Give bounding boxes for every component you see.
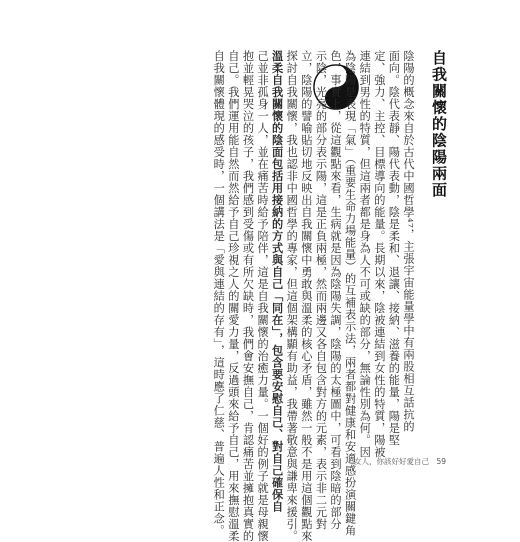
text-line-12: 抱並輕晃哭泣的孩子，我們感到受傷或有所欠缺時，我們會安撫自己，肯認痛苦並擁抱真實的 — [241, 50, 255, 542]
text-line-8: 立，陰陽的譬喻貼切地反映出自我關懷中勇敢與溫柔的核心矛盾，雖然一般不是用這個觀點來 — [299, 50, 313, 542]
page-footer: 女人，你該好好愛自己 59 — [353, 457, 446, 466]
text-line-7: 示陰，光亮的部分表示陽，這是正負兩極，然而兩邊又各自包含對方的元素，表示非二元對 — [314, 50, 328, 530]
text-line-11: 己並非孤身一人，並在痛苦時給予陪伴，這是自我關懷的治癒力量。一個好的例子就是母親懷 — [256, 50, 270, 542]
text-line-4: 連結到男性的特質，但這兩者都是身為人不可或缺的部分，無論性別為何。因 — [358, 50, 372, 458]
text-line-5: 為陰陽是表現「氣」（重要生命力場能量）的互補表示法，兩者都對健康和安適感扮演關鍵角 — [343, 50, 357, 537]
text-line-6: 色，事實上，從這觀點來看，生病就是因為陰陽失調，陰陽的太極圖中，可看到陰暗的部分 — [329, 50, 343, 530]
section-title: 自我關懷的陰陽兩面 — [430, 50, 448, 199]
text-line-1: 陰陽的概念來自於古代中國哲學⁴⁷，主張宇宙能量學中有兩股相互話抗的 — [402, 50, 415, 433]
title-spacer — [414, 50, 422, 432]
text-line-9: 探討自我關懷，我也認非中國哲學的專家，但這個架構顯有助益，我帶著敬意與謙卑來援引。 — [285, 50, 299, 542]
text-line-2: 面向。陰代表靜、陽代表動，陰是柔和、退讓、接納、滋養的能量，陽是堅 — [387, 50, 401, 446]
text-line-10: 溫柔自我關懷的陰面包括用接納的方式與自己「同在」，包含要安慰自己、對自己確保自 — [270, 50, 284, 513]
text-line-3: 定、強力、主控、目標導向的能量。長期以來，陰被連結到女性的特質，陽被 — [372, 50, 386, 458]
text-line-14: 自我關懷體現的感受時，一個講法是「愛與連結的存有」，這時應了仁慈、普遍人性和正念。 — [212, 50, 226, 537]
text-line-13: 自己。我們運用能自然而然給予自己珍視之人的關愛力量，反過頭來給予自己，用來撫慰溫柔 — [226, 50, 240, 542]
